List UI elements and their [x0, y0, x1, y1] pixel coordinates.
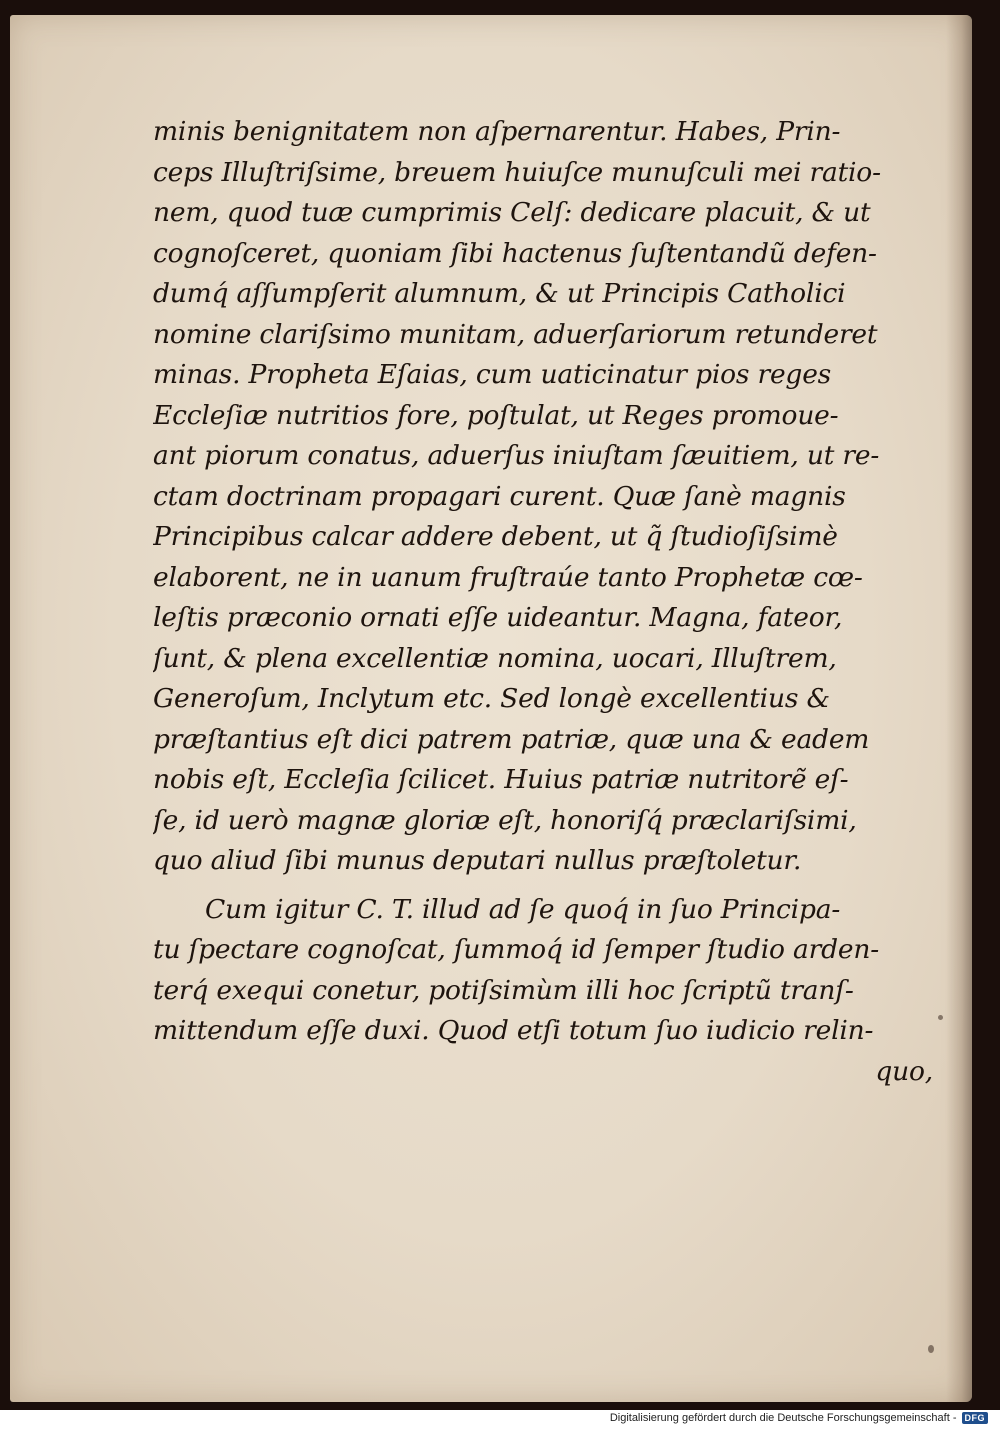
text-line: minas. Propheta Eſaias, cum uaticinatur pios reges: [153, 359, 832, 390]
page-spine-shadow: [946, 15, 972, 1402]
text-line: nobis eſt, Eccleſia ſcilicet. Huius patriæ nutritorẽ eſ-: [153, 764, 849, 795]
text-line: Generoſum, Inclytum etc. Sed longè excellentius &: [153, 683, 830, 714]
text-line: terq́ exequi conetur, potiſsimùm illi hoc ſcriptũ tranſ-: [153, 974, 854, 1006]
text-line: tu ſpectare cognoſcat, ſummoq́ id ſemper ſtudio arden-: [153, 934, 879, 965]
dfg-logo-icon: DFG: [962, 1412, 989, 1424]
text-line: nem, quod tuæ cumprimis Celſ: dedicare placuit, & ut: [153, 197, 871, 228]
page-text: [153, 112, 933, 1092]
text-line: cognoſceret, quoniam ſibi hactenus ſuſtentandũ defen-: [153, 237, 877, 269]
credit-text: Digitalisierung gefördert durch die Deutsche Forschungsgemeinschaft -: [609, 1412, 957, 1424]
text-line: minis benignitatem non aſpernarentur. Habes, Prin-: [153, 116, 841, 147]
text-line: dumq́ aſſumpſerit alumnum, & ut Principis Catholici: [153, 278, 846, 309]
text-line: Cum igitur C. T. illud ad ſe quoq́ in ſuo Principa-: [205, 893, 841, 925]
text-line: quo aliud ſibi munus deputari nullus præſtoletur.: [153, 845, 802, 876]
text-line: elaborent, ne in uanum fruſtraúe tanto Prophetæ cœ-: [153, 561, 863, 593]
text-line: ſunt, & plena excellentiæ nomina, uocari, Illuſtrem,: [153, 642, 837, 674]
ink-spot: [928, 1345, 934, 1353]
text-line: ctam doctrinam propagari curent. Quæ ſanè magnis: [153, 480, 846, 512]
text-line: præſtantius eſt dici patrem patriæ, quæ una & eadem: [153, 723, 870, 755]
digitization-credit: [610, 1412, 988, 1424]
text-line: nomine clariſsimo munitam, aduerſariorum retunderet: [153, 318, 878, 350]
text-line: ceps Illuſtriſsime, breuem huiuſce munuſculi mei ratio-: [153, 156, 881, 188]
text-line: ſe, id uerò magnæ gloriæ eſt, honoriſq́ præclariſsimi,: [153, 804, 857, 836]
paragraph-gap: [153, 882, 933, 890]
text-line: ant piorum conatus, aduerſus iniuſtam ſæuitiem, ut re-: [153, 440, 880, 471]
ink-spot: [938, 1015, 943, 1020]
text-line: mittendum eſſe duxi. Quod etſi totum ſuo iudicio relin-: [153, 1015, 874, 1046]
text-line: Eccleſiæ nutritios fore, poſtulat, ut Reges promoue-: [153, 399, 839, 431]
catchword: quo,: [875, 1055, 933, 1087]
text-line: leſtis præconio ornati eſſe uideantur. Magna, fateor,: [153, 602, 843, 633]
text-line: Principibus calcar addere debent, ut q̃ ſtudioſiſsimè: [153, 521, 838, 552]
